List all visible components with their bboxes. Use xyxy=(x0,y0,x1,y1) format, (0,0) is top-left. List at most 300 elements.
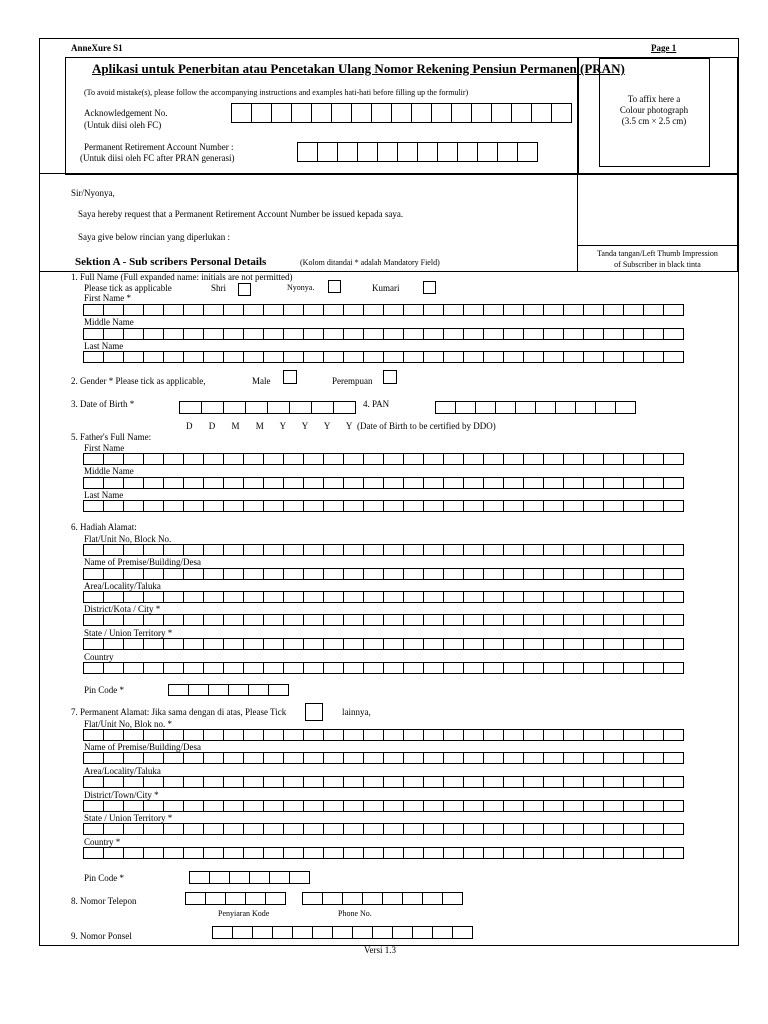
char-cell[interactable] xyxy=(503,662,524,674)
char-cell[interactable] xyxy=(203,568,224,580)
char-cell[interactable] xyxy=(311,401,334,414)
char-cell[interactable] xyxy=(423,752,444,764)
char-cell[interactable] xyxy=(363,729,384,741)
char-cell[interactable] xyxy=(83,351,104,363)
char-cell[interactable] xyxy=(343,662,364,674)
char-cell[interactable] xyxy=(103,729,124,741)
char-cell[interactable] xyxy=(208,684,229,696)
char-cell[interactable] xyxy=(563,544,584,556)
char-cell[interactable] xyxy=(143,544,164,556)
char-cell[interactable] xyxy=(303,568,324,580)
char-cell[interactable] xyxy=(563,729,584,741)
char-cell[interactable] xyxy=(163,614,184,626)
char-cell[interactable] xyxy=(143,500,164,512)
char-cell[interactable] xyxy=(323,800,344,812)
char-cell[interactable] xyxy=(189,871,210,884)
char-cell[interactable] xyxy=(163,662,184,674)
char-cell[interactable] xyxy=(543,823,564,835)
char-cell[interactable] xyxy=(483,351,504,363)
char-cell[interactable] xyxy=(583,500,604,512)
char-cell[interactable] xyxy=(563,614,584,626)
char-cell[interactable] xyxy=(323,614,344,626)
char-cell[interactable] xyxy=(423,823,444,835)
char-cell[interactable] xyxy=(463,544,484,556)
char-cell[interactable] xyxy=(123,823,144,835)
char-cell[interactable] xyxy=(643,776,664,788)
char-cell[interactable] xyxy=(123,544,144,556)
char-cell[interactable] xyxy=(223,847,244,859)
char-cell[interactable] xyxy=(183,477,204,489)
char-cell[interactable] xyxy=(663,847,684,859)
char-cell[interactable] xyxy=(451,103,472,123)
char-cell[interactable] xyxy=(483,800,504,812)
char-cell[interactable] xyxy=(383,304,404,316)
char-cell[interactable] xyxy=(423,800,444,812)
char-cell[interactable] xyxy=(555,401,576,414)
char-cell[interactable] xyxy=(603,591,624,603)
char-cell[interactable] xyxy=(603,568,624,580)
char-cell[interactable] xyxy=(663,729,684,741)
char-cell[interactable] xyxy=(263,752,284,764)
char-cell[interactable] xyxy=(263,800,284,812)
char-cell[interactable] xyxy=(403,304,424,316)
char-cell[interactable] xyxy=(403,823,424,835)
char-cell[interactable] xyxy=(383,752,404,764)
char-cell[interactable] xyxy=(623,729,644,741)
char-cell[interactable] xyxy=(603,729,624,741)
char-cell[interactable] xyxy=(417,142,438,162)
char-cell[interactable] xyxy=(563,800,584,812)
char-cell[interactable] xyxy=(383,477,404,489)
char-cell[interactable] xyxy=(163,800,184,812)
char-cell[interactable] xyxy=(123,328,144,340)
char-cell[interactable] xyxy=(243,500,264,512)
char-cell[interactable] xyxy=(283,800,304,812)
char-cell[interactable] xyxy=(343,638,364,650)
char-cell[interactable] xyxy=(663,823,684,835)
char-cell[interactable] xyxy=(343,847,364,859)
char-cell[interactable] xyxy=(543,544,564,556)
char-cell[interactable] xyxy=(303,614,324,626)
char-cell[interactable] xyxy=(143,729,164,741)
char-cell[interactable] xyxy=(323,477,344,489)
char-cell[interactable] xyxy=(383,800,404,812)
char-cell[interactable] xyxy=(163,304,184,316)
char-cell[interactable] xyxy=(83,800,104,812)
perm-country-field[interactable] xyxy=(84,847,684,859)
char-cell[interactable] xyxy=(303,477,324,489)
char-cell[interactable] xyxy=(263,304,284,316)
char-cell[interactable] xyxy=(343,453,364,465)
mobile-number-field[interactable] xyxy=(213,926,473,939)
char-cell[interactable] xyxy=(83,847,104,859)
char-cell[interactable] xyxy=(423,729,444,741)
char-cell[interactable] xyxy=(83,477,104,489)
char-cell[interactable] xyxy=(623,752,644,764)
char-cell[interactable] xyxy=(143,591,164,603)
char-cell[interactable] xyxy=(168,684,189,696)
char-cell[interactable] xyxy=(203,591,224,603)
char-cell[interactable] xyxy=(143,453,164,465)
char-cell[interactable] xyxy=(323,752,344,764)
char-cell[interactable] xyxy=(523,847,544,859)
father-middle-field[interactable] xyxy=(84,477,684,489)
char-cell[interactable] xyxy=(583,823,604,835)
char-cell[interactable] xyxy=(583,453,604,465)
char-cell[interactable] xyxy=(283,500,304,512)
char-cell[interactable] xyxy=(103,823,124,835)
char-cell[interactable] xyxy=(123,800,144,812)
char-cell[interactable] xyxy=(643,638,664,650)
char-cell[interactable] xyxy=(283,662,304,674)
char-cell[interactable] xyxy=(523,591,544,603)
char-cell[interactable] xyxy=(523,328,544,340)
char-cell[interactable] xyxy=(463,800,484,812)
char-cell[interactable] xyxy=(383,823,404,835)
char-cell[interactable] xyxy=(383,500,404,512)
char-cell[interactable] xyxy=(643,591,664,603)
char-cell[interactable] xyxy=(183,453,204,465)
char-cell[interactable] xyxy=(497,142,518,162)
char-cell[interactable] xyxy=(563,823,584,835)
perm-district-field[interactable] xyxy=(84,800,684,812)
char-cell[interactable] xyxy=(443,568,464,580)
char-cell[interactable] xyxy=(563,568,584,580)
char-cell[interactable] xyxy=(392,926,413,939)
char-cell[interactable] xyxy=(663,453,684,465)
char-cell[interactable] xyxy=(83,544,104,556)
char-cell[interactable] xyxy=(523,776,544,788)
char-cell[interactable] xyxy=(223,328,244,340)
char-cell[interactable] xyxy=(243,729,264,741)
phone-number-field[interactable] xyxy=(303,892,463,905)
char-cell[interactable] xyxy=(183,591,204,603)
char-cell[interactable] xyxy=(563,847,584,859)
char-cell[interactable] xyxy=(463,304,484,316)
father-last-field[interactable] xyxy=(84,500,684,512)
char-cell[interactable] xyxy=(455,401,476,414)
char-cell[interactable] xyxy=(203,351,224,363)
char-cell[interactable] xyxy=(483,568,504,580)
char-cell[interactable] xyxy=(203,544,224,556)
char-cell[interactable] xyxy=(143,847,164,859)
char-cell[interactable] xyxy=(643,752,664,764)
char-cell[interactable] xyxy=(423,500,444,512)
char-cell[interactable] xyxy=(503,453,524,465)
char-cell[interactable] xyxy=(83,823,104,835)
char-cell[interactable] xyxy=(303,328,324,340)
char-cell[interactable] xyxy=(575,401,596,414)
char-cell[interactable] xyxy=(231,103,252,123)
char-cell[interactable] xyxy=(103,800,124,812)
char-cell[interactable] xyxy=(243,776,264,788)
char-cell[interactable] xyxy=(511,103,532,123)
char-cell[interactable] xyxy=(423,614,444,626)
char-cell[interactable] xyxy=(523,544,544,556)
male-checkbox[interactable] xyxy=(283,370,297,384)
char-cell[interactable] xyxy=(583,351,604,363)
char-cell[interactable] xyxy=(623,568,644,580)
char-cell[interactable] xyxy=(203,662,224,674)
char-cell[interactable] xyxy=(483,591,504,603)
char-cell[interactable] xyxy=(402,892,423,905)
char-cell[interactable] xyxy=(263,823,284,835)
pran-number-field[interactable] xyxy=(298,142,538,162)
char-cell[interactable] xyxy=(583,847,604,859)
char-cell[interactable] xyxy=(343,351,364,363)
char-cell[interactable] xyxy=(103,328,124,340)
char-cell[interactable] xyxy=(563,662,584,674)
char-cell[interactable] xyxy=(503,776,524,788)
char-cell[interactable] xyxy=(83,500,104,512)
char-cell[interactable] xyxy=(183,638,204,650)
char-cell[interactable] xyxy=(183,614,204,626)
char-cell[interactable] xyxy=(491,103,512,123)
char-cell[interactable] xyxy=(263,776,284,788)
char-cell[interactable] xyxy=(263,847,284,859)
char-cell[interactable] xyxy=(271,103,292,123)
char-cell[interactable] xyxy=(583,568,604,580)
char-cell[interactable] xyxy=(179,401,202,414)
char-cell[interactable] xyxy=(201,401,224,414)
char-cell[interactable] xyxy=(188,684,209,696)
char-cell[interactable] xyxy=(185,892,206,905)
char-cell[interactable] xyxy=(203,776,224,788)
char-cell[interactable] xyxy=(523,568,544,580)
char-cell[interactable] xyxy=(123,614,144,626)
char-cell[interactable] xyxy=(163,544,184,556)
char-cell[interactable] xyxy=(363,351,384,363)
char-cell[interactable] xyxy=(443,614,464,626)
char-cell[interactable] xyxy=(303,729,324,741)
char-cell[interactable] xyxy=(371,103,392,123)
char-cell[interactable] xyxy=(272,926,293,939)
char-cell[interactable] xyxy=(383,662,404,674)
char-cell[interactable] xyxy=(483,453,504,465)
char-cell[interactable] xyxy=(223,351,244,363)
char-cell[interactable] xyxy=(643,729,664,741)
char-cell[interactable] xyxy=(267,401,290,414)
present-pin-field[interactable] xyxy=(169,684,289,696)
char-cell[interactable] xyxy=(263,638,284,650)
char-cell[interactable] xyxy=(543,568,564,580)
char-cell[interactable] xyxy=(123,304,144,316)
char-cell[interactable] xyxy=(663,568,684,580)
char-cell[interactable] xyxy=(463,776,484,788)
char-cell[interactable] xyxy=(302,892,323,905)
char-cell[interactable] xyxy=(303,800,324,812)
char-cell[interactable] xyxy=(83,304,104,316)
char-cell[interactable] xyxy=(263,544,284,556)
char-cell[interactable] xyxy=(403,729,424,741)
char-cell[interactable] xyxy=(243,614,264,626)
char-cell[interactable] xyxy=(283,591,304,603)
char-cell[interactable] xyxy=(403,453,424,465)
char-cell[interactable] xyxy=(283,638,304,650)
char-cell[interactable] xyxy=(323,544,344,556)
char-cell[interactable] xyxy=(437,142,458,162)
perm-premise-field[interactable] xyxy=(84,752,684,764)
char-cell[interactable] xyxy=(543,500,564,512)
char-cell[interactable] xyxy=(503,847,524,859)
char-cell[interactable] xyxy=(263,614,284,626)
char-cell[interactable] xyxy=(503,614,524,626)
char-cell[interactable] xyxy=(603,500,624,512)
char-cell[interactable] xyxy=(543,304,564,316)
char-cell[interactable] xyxy=(403,500,424,512)
char-cell[interactable] xyxy=(123,776,144,788)
char-cell[interactable] xyxy=(343,304,364,316)
char-cell[interactable] xyxy=(283,304,304,316)
char-cell[interactable] xyxy=(463,729,484,741)
char-cell[interactable] xyxy=(443,328,464,340)
char-cell[interactable] xyxy=(357,142,378,162)
char-cell[interactable] xyxy=(543,847,564,859)
char-cell[interactable] xyxy=(183,328,204,340)
char-cell[interactable] xyxy=(283,351,304,363)
dob-field[interactable] xyxy=(180,401,356,414)
char-cell[interactable] xyxy=(523,477,544,489)
char-cell[interactable] xyxy=(303,752,324,764)
char-cell[interactable] xyxy=(503,752,524,764)
char-cell[interactable] xyxy=(123,568,144,580)
present-district-field[interactable] xyxy=(84,614,684,626)
char-cell[interactable] xyxy=(372,926,393,939)
char-cell[interactable] xyxy=(583,800,604,812)
char-cell[interactable] xyxy=(457,142,478,162)
char-cell[interactable] xyxy=(83,662,104,674)
char-cell[interactable] xyxy=(483,328,504,340)
char-cell[interactable] xyxy=(623,800,644,812)
char-cell[interactable] xyxy=(363,477,384,489)
present-state-field[interactable] xyxy=(84,638,684,650)
char-cell[interactable] xyxy=(123,500,144,512)
char-cell[interactable] xyxy=(382,892,403,905)
char-cell[interactable] xyxy=(495,401,516,414)
char-cell[interactable] xyxy=(583,544,604,556)
char-cell[interactable] xyxy=(263,591,284,603)
char-cell[interactable] xyxy=(343,591,364,603)
char-cell[interactable] xyxy=(603,752,624,764)
char-cell[interactable] xyxy=(143,823,164,835)
char-cell[interactable] xyxy=(503,568,524,580)
char-cell[interactable] xyxy=(563,591,584,603)
char-cell[interactable] xyxy=(123,453,144,465)
char-cell[interactable] xyxy=(443,752,464,764)
char-cell[interactable] xyxy=(463,591,484,603)
char-cell[interactable] xyxy=(243,638,264,650)
char-cell[interactable] xyxy=(452,926,473,939)
char-cell[interactable] xyxy=(483,752,504,764)
char-cell[interactable] xyxy=(243,568,264,580)
char-cell[interactable] xyxy=(623,304,644,316)
char-cell[interactable] xyxy=(205,892,226,905)
char-cell[interactable] xyxy=(183,847,204,859)
char-cell[interactable] xyxy=(423,568,444,580)
char-cell[interactable] xyxy=(342,892,363,905)
char-cell[interactable] xyxy=(203,477,224,489)
char-cell[interactable] xyxy=(463,500,484,512)
char-cell[interactable] xyxy=(603,847,624,859)
char-cell[interactable] xyxy=(363,453,384,465)
char-cell[interactable] xyxy=(403,752,424,764)
char-cell[interactable] xyxy=(249,871,270,884)
char-cell[interactable] xyxy=(383,729,404,741)
char-cell[interactable] xyxy=(563,477,584,489)
char-cell[interactable] xyxy=(183,729,204,741)
char-cell[interactable] xyxy=(443,823,464,835)
char-cell[interactable] xyxy=(245,401,268,414)
char-cell[interactable] xyxy=(209,871,230,884)
char-cell[interactable] xyxy=(183,776,204,788)
char-cell[interactable] xyxy=(251,103,272,123)
char-cell[interactable] xyxy=(343,328,364,340)
char-cell[interactable] xyxy=(603,638,624,650)
char-cell[interactable] xyxy=(323,638,344,650)
char-cell[interactable] xyxy=(183,500,204,512)
char-cell[interactable] xyxy=(503,591,524,603)
char-cell[interactable] xyxy=(245,892,266,905)
char-cell[interactable] xyxy=(623,477,644,489)
char-cell[interactable] xyxy=(103,776,124,788)
char-cell[interactable] xyxy=(643,500,664,512)
char-cell[interactable] xyxy=(363,776,384,788)
char-cell[interactable] xyxy=(663,614,684,626)
char-cell[interactable] xyxy=(583,477,604,489)
char-cell[interactable] xyxy=(103,544,124,556)
char-cell[interactable] xyxy=(643,568,664,580)
char-cell[interactable] xyxy=(383,453,404,465)
pan-field[interactable] xyxy=(436,401,636,414)
char-cell[interactable] xyxy=(543,477,564,489)
char-cell[interactable] xyxy=(243,351,264,363)
char-cell[interactable] xyxy=(263,662,284,674)
char-cell[interactable] xyxy=(343,477,364,489)
char-cell[interactable] xyxy=(603,304,624,316)
nyonya-checkbox[interactable] xyxy=(328,280,341,293)
char-cell[interactable] xyxy=(303,591,324,603)
char-cell[interactable] xyxy=(123,729,144,741)
char-cell[interactable] xyxy=(317,142,338,162)
char-cell[interactable] xyxy=(343,614,364,626)
char-cell[interactable] xyxy=(443,729,464,741)
char-cell[interactable] xyxy=(332,926,353,939)
char-cell[interactable] xyxy=(535,401,556,414)
char-cell[interactable] xyxy=(423,591,444,603)
char-cell[interactable] xyxy=(323,304,344,316)
char-cell[interactable] xyxy=(663,328,684,340)
char-cell[interactable] xyxy=(583,776,604,788)
char-cell[interactable] xyxy=(203,752,224,764)
char-cell[interactable] xyxy=(432,926,453,939)
char-cell[interactable] xyxy=(623,544,644,556)
char-cell[interactable] xyxy=(663,304,684,316)
char-cell[interactable] xyxy=(363,847,384,859)
char-cell[interactable] xyxy=(243,328,264,340)
char-cell[interactable] xyxy=(343,544,364,556)
char-cell[interactable] xyxy=(623,328,644,340)
char-cell[interactable] xyxy=(463,638,484,650)
char-cell[interactable] xyxy=(303,776,324,788)
shri-checkbox[interactable] xyxy=(238,283,251,296)
char-cell[interactable] xyxy=(423,544,444,556)
char-cell[interactable] xyxy=(83,776,104,788)
char-cell[interactable] xyxy=(203,500,224,512)
char-cell[interactable] xyxy=(475,401,496,414)
char-cell[interactable] xyxy=(223,638,244,650)
char-cell[interactable] xyxy=(563,328,584,340)
char-cell[interactable] xyxy=(531,103,552,123)
